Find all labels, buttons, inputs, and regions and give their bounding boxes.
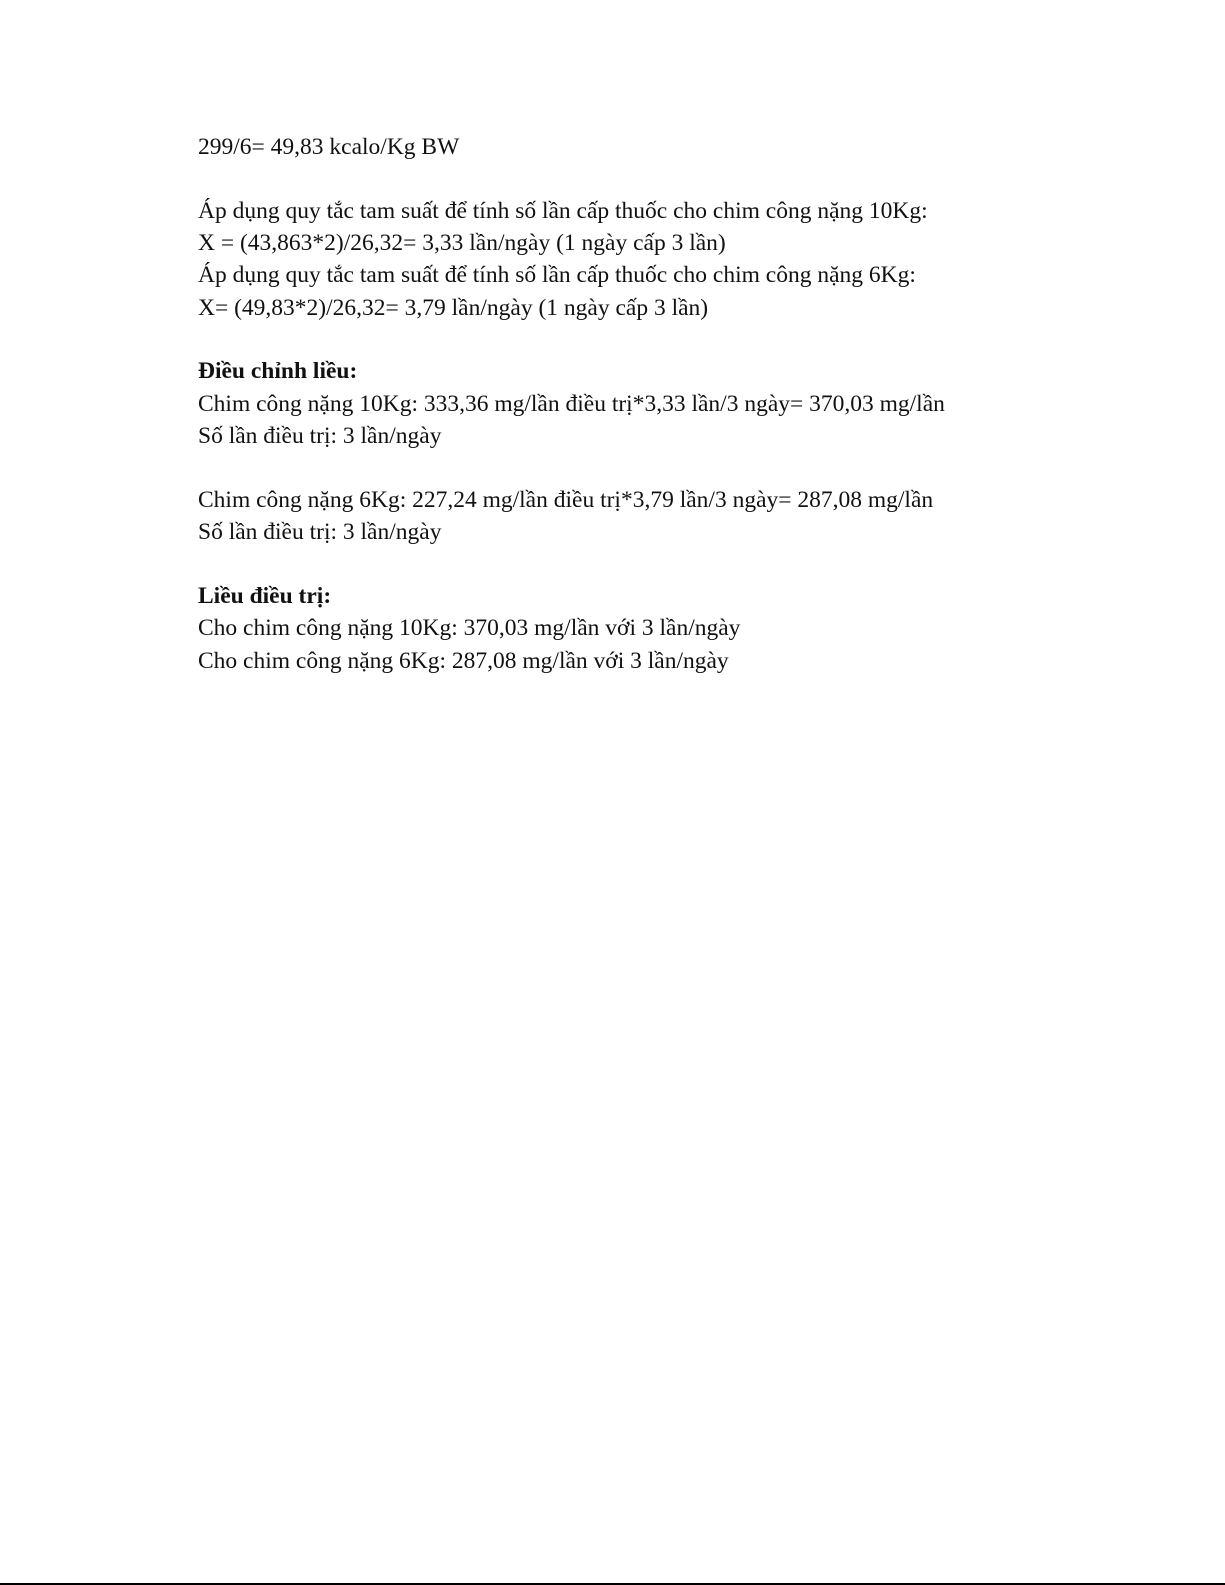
document-body bbox=[198, 131, 1158, 677]
rule-6kg-heading: Áp dụng quy tắc tam suất để tính số lần cấp thuốc cho chim công nặng 6Kg: bbox=[198, 262, 916, 289]
rule-6kg-formula: X= (49,83*2)/26,32= 3,79 lần/ngày (1 ngày cấp 3 lần) bbox=[198, 294, 709, 321]
dose-adjustment-heading: Điều chỉnh liều: bbox=[198, 358, 358, 385]
dose-adjustment-10kg: Chim công nặng 10Kg: 333,36 mg/lần điều trị*3,33 lần/3 ngày= 370,03 mg/lần bbox=[198, 390, 945, 417]
dose-adjustment-6kg: Chim công nặng 6Kg: 227,24 mg/lần điều trị*3,79 lần/3 ngày= 287,08 mg/lần bbox=[198, 486, 934, 513]
spacer bbox=[198, 548, 1158, 580]
treatment-dose-heading: Liều điều trị: bbox=[198, 582, 332, 609]
energy-line: 299/6= 49,83 kcalo/Kg BW bbox=[198, 134, 460, 160]
treatment-times-10kg: Số lần điều trị: 3 lần/ngày bbox=[198, 423, 442, 450]
treatment-times-6kg: Số lần điều trị: 3 lần/ngày bbox=[198, 519, 442, 546]
spacer bbox=[198, 452, 1158, 484]
spacer bbox=[198, 324, 1158, 356]
rule-10kg-formula: X = (43,863*2)/26,32= 3,33 lần/ngày (1 ngày cấp 3 lần) bbox=[198, 230, 726, 257]
treatment-dose-6kg: Cho chim công nặng 6Kg: 287,08 mg/lần với 3 lần/ngày bbox=[198, 647, 729, 674]
treatment-dose-10kg: Cho chim công nặng 10Kg: 370,03 mg/lần với 3 lần/ngày bbox=[198, 615, 741, 642]
spacer bbox=[198, 163, 1158, 195]
rule-10kg-heading: Áp dụng quy tắc tam suất để tính số lần cấp thuốc cho chim công nặng 10Kg: bbox=[198, 197, 928, 224]
